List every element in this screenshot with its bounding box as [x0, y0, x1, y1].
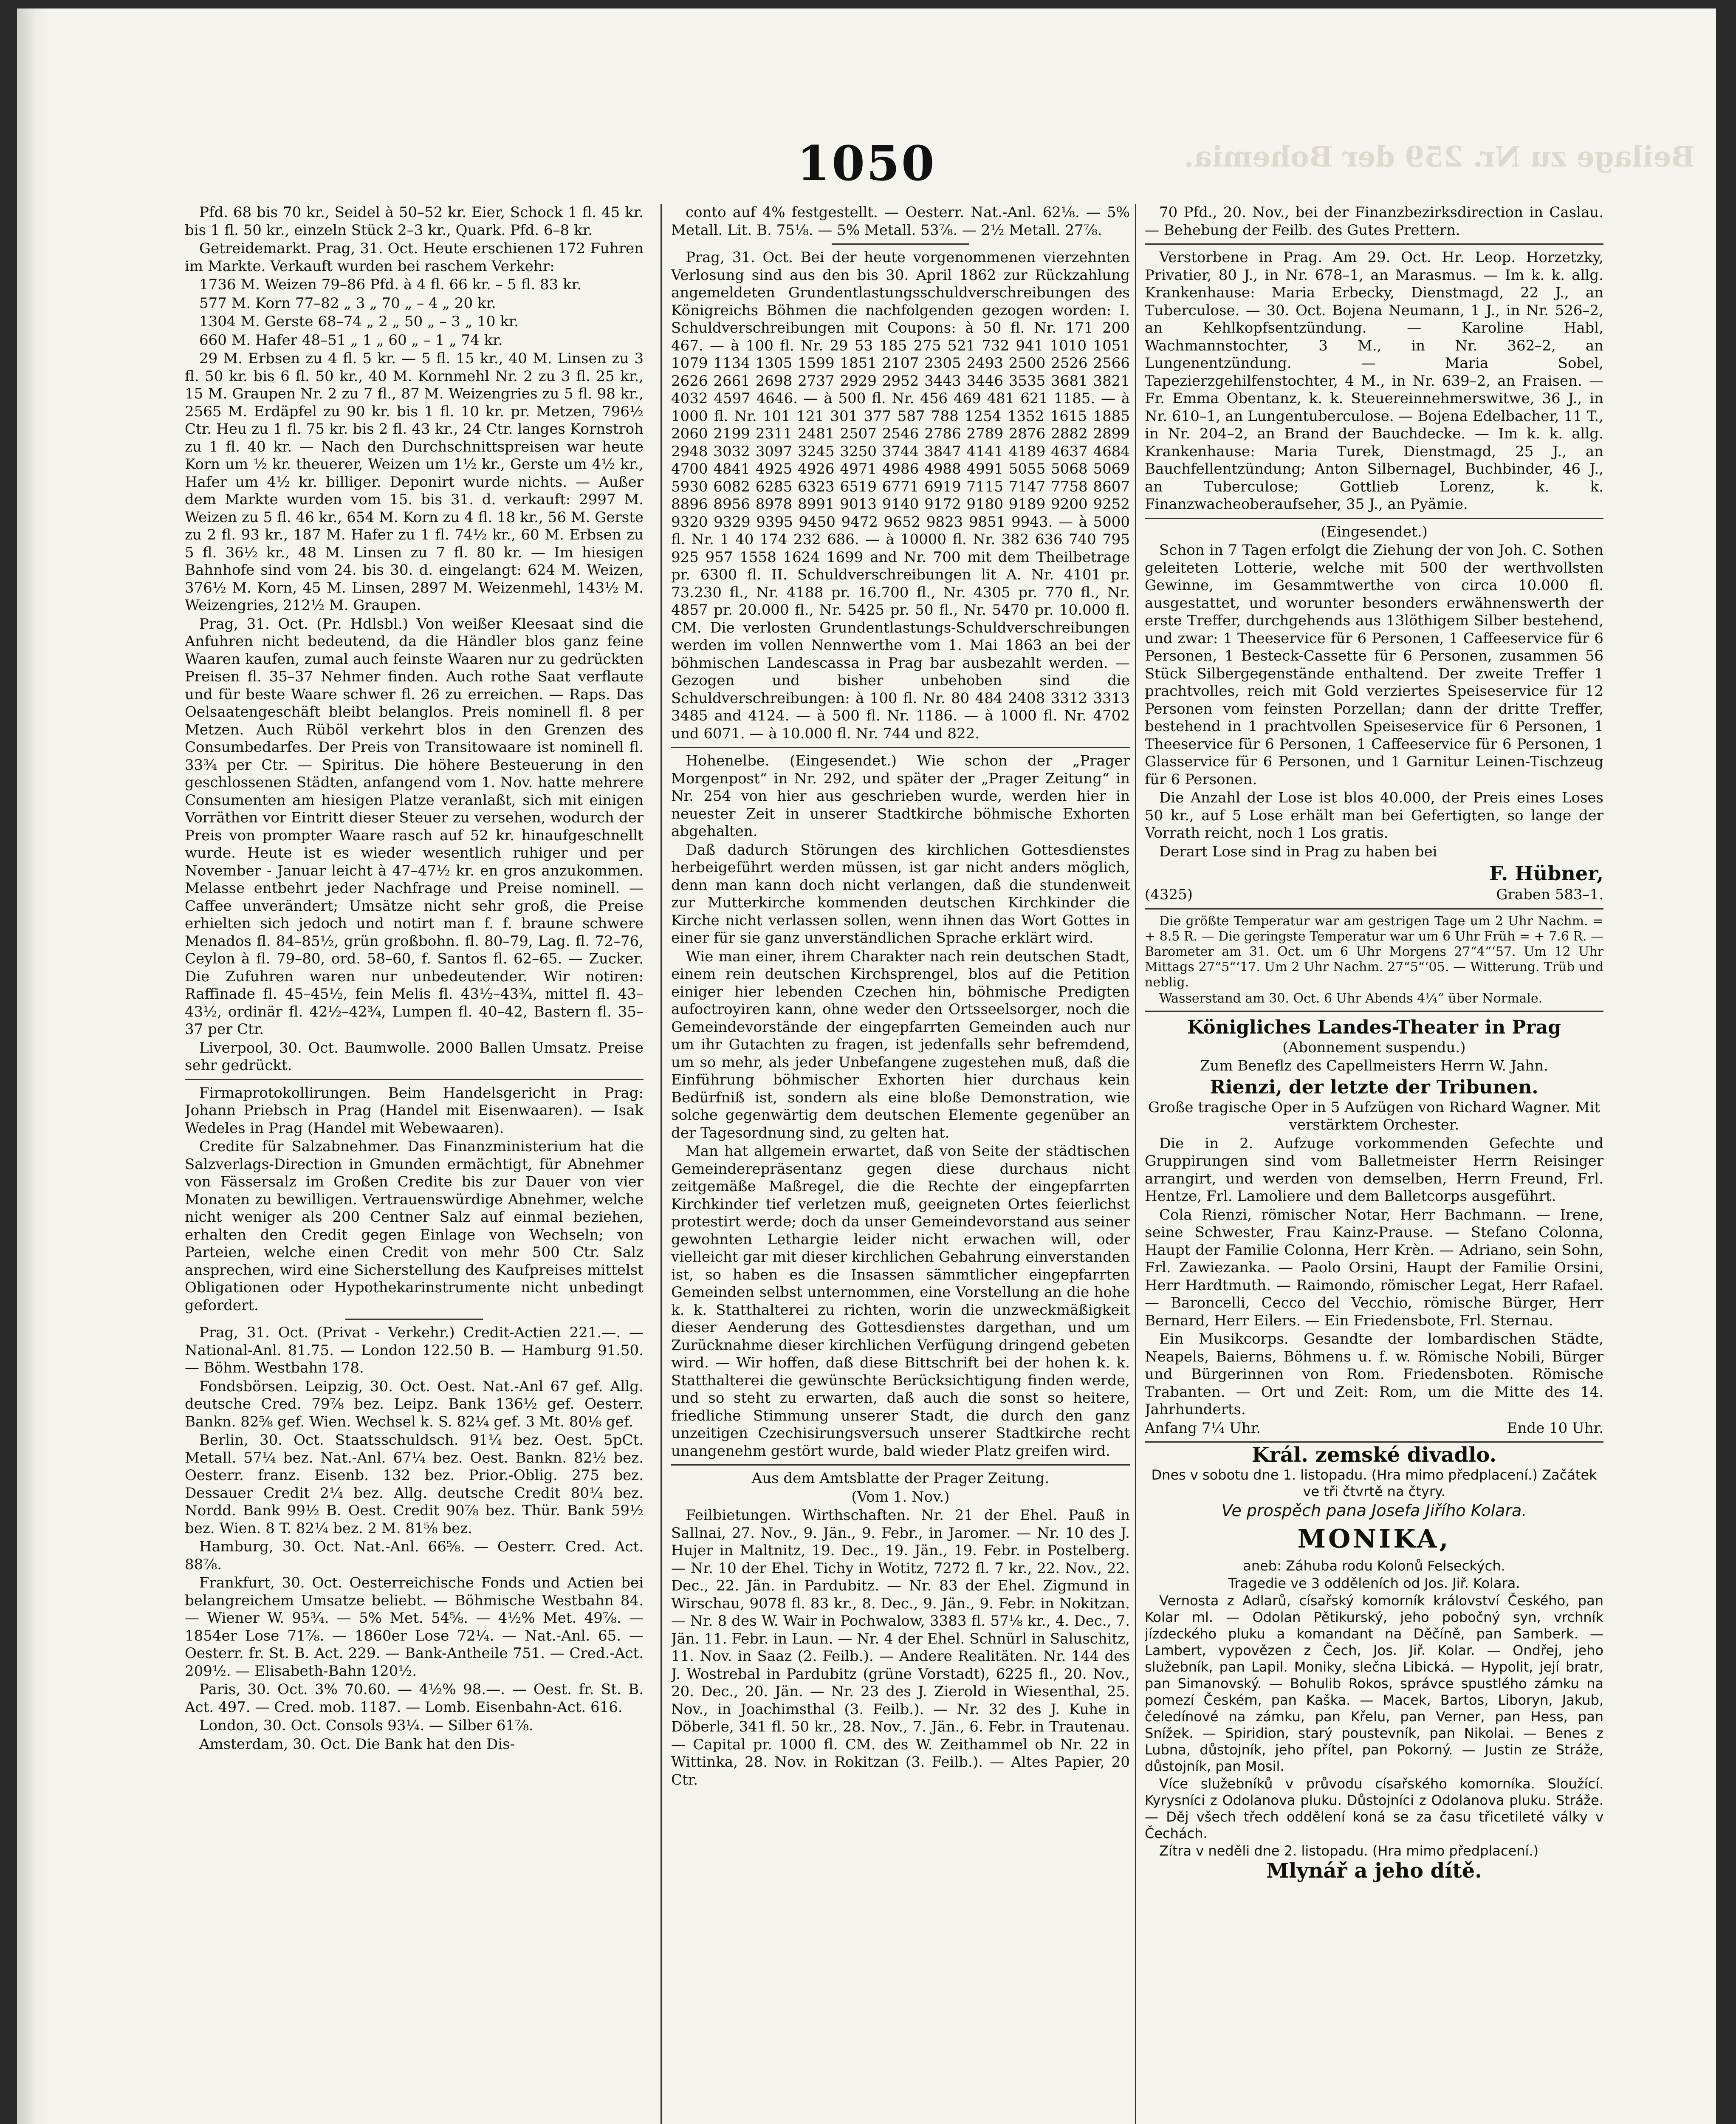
paragraph: Daß dadurch Störungen des kirchlichen Gottesdienstes herbeigeführt werden müssen, ist gar nicht anders möglich, denn man kann doch nicht verlangen, daß die stundenweit zur Mutterkirche kommenden deutschen Kirchkinder die Kirche nicht verlassen sollen, wenn ihnen das Wort Gottes in einer für sie ganz unverständlichen Sprache erklärt wird. — [671, 841, 1130, 946]
paragraph: Schon in 7 Tagen erfolgt die Ziehung der von Joh. C. Sothen geleiteten Lotterie, welche mit 500 der werthvollsten Gewinne, im Gesammtwerthe von circa 10.000 fl. ausgestattet, und worunter besonders erwähnenswerth der erste Treffer, durchgehends aus 13löthigem Silber bestehend, und zwar: 1 Theeservice für 6 Personen, 1 Caffeeservice für 6 Personen, 1 Besteck-Cassette für 6 Personen, zusammen 56 Stück Silbergegenstände enthaltend. Der zweite Treffer 1 prachtvolles, reich mit Gold verziertes Speiseservice für 12 Personen vom feinsten Porzellan; dann der dritte Treffer, bestehend in 1 prachtvollen Speiseservice für 6 Personen, 1 Theeservice für 6 Personen, 1 Caffeeservice für 6 Personen, 1 Glasservice für 6 Personen, und 1 Garnitur Leinen-Tischzeug für 6 Personen. — [1145, 542, 1603, 788]
paragraph: Die Anzahl der Lose ist blos 40.000, der Preis eines Loses 50 kr., auf 5 Lose erhält man bei Gefertigten, so lange der Vorrath reicht, noch 1 Los gratis. — [1145, 789, 1603, 842]
czech-headline: Mlynář a jeho dítě. — [1266, 1859, 1482, 1883]
centered-line: Große tragische Oper in 5 Aufzügen von Richard Wagner. Mit verstärktem Orchester. — [1148, 1099, 1601, 1133]
centered-line: (Eingesendet.) — [1321, 523, 1428, 540]
paragraph: Amsterdam, 30. Oct. Die Bank hat den Dis- — [199, 1735, 515, 1753]
paragraph: Cola Rienzi, römischer Notar, Herr Bachmann. — Irene, seine Schwester, Frau Kainz-Prause. — Stefano Colonna, Haupt der Familie Colonna, Herr Krèn. — Adriano, sein Sohn, Frl. Zawiezanka. — Paolo Orsini, Haupt der Familie Orsini, Herr Hardtmuth. — Raimondo, römischer Legat, Herr Rafael. — Baroncelli, Cecco del Vecchio, römische Bürger, Herr Bernard, Herr Eilers. — Ein Friedensbote, Frl. Sternau. — [1145, 1206, 1603, 1329]
short-rule — [345, 1319, 483, 1320]
page-number: 1050 — [797, 136, 936, 192]
line-left: (4325) — [1145, 886, 1193, 903]
paragraph: Berlin, 30. Oct. Staatsschuldsch. 91¼ bez. Oest. 5pCt. Metall. 57¼ bez. Nat.-Anl. 67¼ bez. Oest. Bankn. 82½ bez. Oesterr. franz. Eisenb. 132 bez. Prior.-Oblig. 275 bez. Dessauer Credit 2¼ bez. Allg. deutsche Credit 80¼ bez. Nordd. Bank 99½ B. Oest. Credit 90⅞ bez. Thür. Bank 59½ bez. Wien. 8 T. 82¼ bez. 2 M. 81⅝ bez. — [185, 1432, 644, 1537]
czech-headline: Král. zemské divadlo. — [1251, 1443, 1497, 1467]
two-part-line — [1145, 1420, 1603, 1438]
paragraph: Wie man einer, ihrem Charakter nach rein deutschen Stadt, einem rein deutschen Kirchsprengel, blos auf die Petition einiger hier lebenden Czechen hin, böhmische Predigten aufoctroyiren kann, ohne weder den Ortsseelsorger, noch die Gemeindevorstände der eingepfarrten Gemeinden auch nur um ihr Gutachten zu fragen, ist jedenfalls sehr befremdend, um so mehr, als jeder Unbefangene zugestehen muß, daß die Einführung böhmischer Exhorten hier durchaus kein Bedürfniß ist, sondern als eine bloße Demonstration, wie solche gegenwärtig dem deutschen Elemente gegenüber an der Tagesordnung sind, zu gelten hat. — [671, 948, 1130, 1141]
paragraph: Hohenelbe. (Eingesendet.) Wie schon der „Prager Morgenpost“ in Nr. 292, und später der „Prager Zeitung“ in Nr. 254 von hier aus geschrieben wurde, werden hier in neuester Zeit in unserer Stadtkirche böhmische Exhorten abgehalten. — [671, 752, 1130, 840]
line-right: Ende 10 Uhr. — [1507, 1419, 1603, 1437]
czech-benefit-line: Ve prospěch pana Josefa Jiřího Kolara. — [1221, 1501, 1527, 1520]
paragraph: Man hat allgemein erwartet, daß von Seite der städtischen Gemeinderepräsentanz gegen diese durchaus nicht zeitgemäße Maßregel, die die Rechte der eingepfarrten Kirchkinder tief verletzen muß, geeigneten Ortes feierlichst protestirt werde; doch da unser Gemeindevorstand aus seiner gewohnten Lethargie leider nicht erwachen will, oder vielleicht gar mit dieser kirchlichen Gebahrung einverstanden ist, so haben es die Insassen sämmtlicher eingepfarrten Gemeinden selbst unternommen, eine Vorstellung an die hohe k. k. Statthalterei zu richten, worin die unzweckmäßigkeit dieser Aenderung des Gottesdienstes dargethan, und um Zurücknahme dieser kirchlichen Verfügung dringend gebeten wird. — Wir hoffen, daß diese Bittschrift bei der hohen k. k. Statthalterei die gewünschte Berücksichtigung finden werde, und so steht zu erwarten, daß auch die sonst so heitere, friedliche Stimmung unserer Stadt, die durch den ganz unzeitigen Czechisirungsversuch unserer Stadtkirche recht unangenehm gestört wurde, bald wieder Platz greifen wird. — [671, 1143, 1130, 1460]
paragraph: Hamburg, 30. Oct. Nat.-Anl. 66⅝. — Oesterr. Cred. Act. 88⅞. — [185, 1538, 644, 1573]
horizontal-rule — [1145, 518, 1603, 519]
paragraph: 1736 M. Weizen 79–86 Pfd. à 4 fl. 66 kr. – 5 fl. 83 kr. — [199, 276, 582, 293]
column-rule-1 — [661, 204, 662, 2124]
paragraph: Ein Musikcorps. Gesandte der lombardischen Städte, Neapels, Baierns, Böhmens u. f. w. Römische Nobili, Bürger und Bürgerinnen von Rom. Friedensboten. Römische Trabanten. — Ort und Zeit: Rom, um die Mitte des 14. Jahrhunderts. — [1145, 1330, 1603, 1418]
paragraph: Firmaprotokollirungen. Beim Handelsgericht in Prag: Johann Priebsch in Prag (Handel mit Eisenwaaren). — Isak Wedeles in Prag (Handel mit Webewaaren). — [185, 1084, 644, 1137]
short-rule — [832, 243, 969, 245]
paragraph: 577 M. Korn 77–82 „ 3 „ 70 „ – 4 „ 20 kr. — [199, 294, 496, 312]
headline: Königliches Landes-Theater in Prag — [1187, 1016, 1561, 1038]
paragraph: Fondsbörsen. Leipzig, 30. Oct. Oest. Nat.-Anl 67 gef. Allg. deutsche Cred. 79⅞ bez. Leipz. Bank 136½ gef. Oesterr. Bankn. 82⅝ gef. Wien. Wechsel k. S. 82¼ gef. 3 Mt. 80⅛ gef. — [185, 1378, 644, 1430]
paragraph: Die in 2. Aufzuge vorkommenden Gefechte und Gruppirungen sind vom Balletmeister Herrn Reisinger arrangirt, und werden von demselben, Herrn Freund, Frl. Hentze, Frl. Lamoliere und dem Balletcorps ausgeführt. — [1145, 1135, 1603, 1205]
paragraph: Liverpool, 30. Oct. Baumwolle. 2000 Ballen Umsatz. Preise sehr gedrückt. — [185, 1039, 644, 1074]
czech-centered-line: Tragedie ve 3 odděleních od Jos. Jiř. Kolara. — [1228, 1575, 1520, 1591]
horizontal-rule — [1145, 908, 1603, 909]
signature-name: F. Hübner, — [1489, 862, 1603, 885]
bleed-through-header: Beilage zu Nr. 259 der Bohemia. — [1184, 140, 1695, 173]
paragraph: Paris, 30. Oct. 3% 70.60. — 4½% 98.—. — Oest. fr. St. B. Act. 497. — Cred. mob. 1187. — Lomb. Eisenbahn-Act. 616. — [185, 1681, 644, 1716]
paragraph: conto auf 4% festgestellt. — Oesterr. Nat.-Anl. 62⅛. — 5% Metall. Lit. B. 75⅛. — 5% Metall. 53⅞. — 2½ Metall. 27⅞. — [671, 204, 1130, 239]
weather-report: Wasserstand am 30. Oct. 6 Uhr Abends 4¼“ über Normale. — [1159, 991, 1543, 1006]
paragraph: Frankfurt, 30. Oct. Oesterreichische Fonds und Actien bei belangreichem Umsatze beliebt. — Böhmische Westbahn 84. — Wiener W. 95¾. — 5% Met. 54⅝. — 4½% Met. 49⅞. — 1854er Lose 71⅞. — 1860er Lose 72¼. — Nat.-Anl. 65. — Oesterr. fr. St. B. Act. 229. — Bank-Antheile 751. — Cred.-Act. 209½. — Elisabeth-Bahn 120½. — [185, 1574, 644, 1680]
paragraph: Credite für Salzabnehmer. Das Finanzministerium hat die Salzverlags-Direction in Gmunden ermächtigt, für Abnehmer von Fässersalz im Großen Credite bis zur Dauer von vier Monaten zu bewilligen. Vertrauenswürdige Abnehmer, welche nicht weniger als 200 Centner Salz auf einmal beziehen, erhalten den Credit gegen Einlage von Wechseln; von Parteien, welche einen Credit von mehr 500 Ctr. Salz ansprechen, wird eine Sicherstellung des Kaufpreises mittelst Obligationen oder Hypothekarinstrumente nicht unbedingt gefordert. — [185, 1138, 644, 1314]
centered-line: (Vom 1. Nov.) — [851, 1488, 950, 1505]
czech-paragraph: Více služebníků v průvodu císařského komorníka. Sloužící. Kyrysníci z Odolanova pluku. Důstojníci z Odolanova pluku. Stráže. — Děj všech třech oddělení koná se za času třicetileté války v Čechách. — [1145, 1776, 1603, 1842]
centered-line: Aus dem Amtsblatte der Prager Zeitung. — [751, 1470, 1050, 1487]
paragraph: Derart Lose sind in Prag zu haben bei — [1159, 843, 1437, 860]
column-2 — [671, 204, 1130, 2124]
horizontal-rule — [1145, 1011, 1603, 1012]
centered-line: (Abonnement suspendu.) — [1282, 1039, 1466, 1056]
weather-report: Die größte Temperatur war am gestrigen Tage um 2 Uhr Nachm. = + 8.5 R. — Die geringste Temperatur war um 6 Uhr Früh = + 7.6 R. — Barometer am 31. Oct. um 6 Uhr Morgens 27“4“‘57. Um 12 Uhr Mittags 27“5“‘17. Um 2 Uhr Nachm. 27“5“‘05. — Witterung. Trüb und neblig. — [1145, 913, 1603, 990]
paragraph: 29 M. Erbsen zu 4 fl. 5 kr. — 5 fl. 15 kr., 40 M. Linsen zu 3 fl. 50 kr. bis 6 fl. 50 kr., 40 M. Kornmehl Nr. 2 zu 3 fl. 25 kr., 15 M. Graupen Nr. 2 zu 7 fl., 87 M. Weizengries zu 5 fl. 98 kr., 2565 M. Erdäpfel zu 90 kr. bis 1 fl. 10 kr. pr. Metzen, 796½ Ctr. Heu zu 1 fl. 75 kr. bis 2 fl. 43 kr., 24 Ctr. langes Kornstroh zu 1 fl. 40 kr. — Nach den Durchschnittspreisen war heute Korn um ½ kr. theuerer, Weizen um 1½ kr., Gerste um 4½ kr., Hafer um 4½ kr. billiger. Deponirt wurde nichts. — Außer dem Markte wurden vom 15. bis 31. d. verkauft: 2997 M. Weizen zu 5 fl. 46 kr., 654 M. Korn zu 4 fl. 18 kr., 56 M. Gerste zu 2 fl. 93 kr., 187 M. Hafer zu 1 fl. 74½ kr., 60 M. Erbsen zu 5 fl. 36½ kr., 48 M. Linsen zu 7 fl. 80 kr. — Im hiesigen Bahnhofe sind vom 24. bis 30. d. eingelangt: 624 M. Weizen, 376½ M. Korn, 45 M. Linsen, 2897 M. Weizenmehl, 143½ M. Weizengries, 212½ M. Graupen. — [185, 350, 644, 614]
czech-centered-line: Dnes v sobotu dne 1. listopadu. (Hra mimo předplacení.) Začátek ve tři čtvrtě na čtyry. — [1151, 1467, 1597, 1500]
column-3 — [1145, 204, 1603, 2124]
centered-line: Zum Beneflz des Capellmeisters Herrn W. Jahn. — [1200, 1057, 1549, 1074]
two-part-line — [1145, 886, 1603, 904]
line-right: Graben 583–1. — [1496, 886, 1603, 903]
paragraph: 1304 M. Gerste 68–74 „ 2 „ 50 „ – 3 „ 10 kr. — [199, 313, 519, 330]
paragraph: Pfd. 68 bis 70 kr., Seidel à 50–52 kr. Eier, Schock 1 fl. 45 kr. bis 1 fl. 50 kr., einzeln Stück 2–3 kr., Quark. Pfd. 6–8 kr. — [185, 204, 644, 239]
paragraph: Prag, 31. Oct. (Privat - Verkehr.) Credit-Actien 221.—. — National-Anl. 81.75. — London 122.50 B. — Hamburg 91.50. — Böhm. Westbahn 178. — [185, 1324, 644, 1376]
paragraph: 660 M. Hafer 48–51 „ 1 „ 60 „ – 1 „ 74 kr. — [199, 331, 503, 349]
horizontal-rule — [671, 747, 1130, 748]
line-left: Anfang 7¼ Uhr. — [1145, 1419, 1261, 1437]
paragraph: Prag, 31. Oct. (Pr. Hdlsbl.) Von weißer Kleesaat sind die Anfuhren nicht bedeutend, da die Händler blos ganz feine Waaren kaufen, zumal auch feinste Waaren nur zu gedrückten Preisen fl. 35–37 Nehmer finden. Auch rothe Saat verflaute und für beste Waare schwer fl. 26 zu erreichen. — Raps. Das Oelsaatengeschäft bleibt belanglos. Preis nominell fl. 8 per Metzen. Auch Rüböl verkehrt blos in den Grenzen des Consumbedarfes. Der Preis von Transitowaare ist nominell fl. 33¾ per Ctr. — Spiritus. Die höhere Besteuerung in den geschlossenen Städten, anfangend vom 1. Nov. hatte mehrere Consumenten am hiesigen Platze veranlaßt, sich mit einigen Vorräthen vor Eintritt dieser Steuer zu versehen, wodurch der Preis von prompter Waare rasch auf 52 kr. hinaufgeschnellt wurde. Heute ist es wieder wesentlich ruhiger und per November - Januar leicht à 47–47½ kr. en gros anzukommen. Melasse entbehrt jeder Nachfrage und Preise nominell. — Caffee unverändert; Umsätze nicht sehr groß, die Preise erhielten sich jedoch und notirt man f. f. braune schwere Menados fl. 84–85½, grün großbohn. fl. 80–79, Lag. fl. 72–76, Ceylon à fl. 79–80, ord. 58–60, f. Santos fl. 62–65. — Zucker. Die Zufuhren waren nur unbedeutender. Wir notiren: Raffinade fl. 45–45½, fein Melis fl. 43½–43¾, mittel fl. 43–43½, ordinär fl. 42½–42¾, Lumpen fl. 40–42, Bastern fl. 35–37 per Ctr. — [185, 615, 644, 1038]
paragraph: Verstorbene in Prag. Am 29. Oct. Hr. Leop. Horzetzky, Privatier, 80 J., in Nr. 678–1, an Marasmus. — Im k. k. allg. Krankenhause: Maria Erbecky, Dienstmagd, 22 J., an Tuberculose. — 30. Oct. Bojena Neumann, 1 J., in Nr. 526–2, an Kehlkopfsentzündung. — Karoline Habl, Wachmannstochter, 3 M., in Nr. 362–2, an Lungenentzündung. — Maria Sobel, Tapezierzgehilfenstochter, 4 M., in Nr. 639–2, an Fraisen. — Fr. Emma Obentanz, k. k. Steuereinnehmerswitwe, 36 J., in Nr. 610–1, an Lungentuberculose. — Bojena Edelbacher, 11 T., in Nr. 204–2, an Brand der Bauchdecke. — Im k. k. allg. Krankenhause: Maria Turek, Dienstmagd, 25 J., an Bauchfellentzündung; Anton Silbernagel, Buchbinder, 46 J., an Tuberculose; Gottlieb Lorenz, k. k. Finanzwacheoberaufseher, 35 J., an Pyämie. — [1145, 249, 1603, 513]
paragraph: 70 Pfd., 20. Nov., bei der Finanzbezirksdirection in Caslau. — Behebung der Feilb. des Gutes Prettern. — [1145, 204, 1603, 239]
horizontal-rule — [185, 1079, 644, 1080]
paragraph: Feilbietungen. Wirthschaften. Nr. 21 der Ehel. Pauß in Sallnai, 27. Nov., 9. Jän., 9. Febr., in Jaromer. — Nr. 10 des J. Hujer in Maltnitz, 19. Dec., 19. Jän., 19. Febr. in Postelberg. — Nr. 10 der Ehel. Tichy in Wotitz, 7272 fl. 7 kr., 22. Nov., 22. Dec., 22. Jän. in Pardubitz. — Nr. 83 der Ehel. Zigmund in Wirschau, 9078 fl. 83 kr., 8. Dec., 9. Jän., 9. Febr. in Nokitzan. — Nr. 8 des W. Wair in Pochwalow, 3383 fl. 57⅛ kr., 4. Dec., 7. Jän. 11. Febr. in Laun. — Nr. 4 der Ehel. Schnürl in Saluschitz, 11. Nov. in Saaz (2. Feilb.). — Andere Realitäten. Nr. 144 des J. Wostrebal in Pardubitz (grüne Vorstadt), 6225 fl., 20. Nov., 20. Dec., 20. Jän. — Nr. 23 des J. Zierold in Wiesenthal, 25. Nov., in Joachimsthal (3. Feilb.). — Nr. 32 des J. Kuhe in Döberle, 341 fl. 50 kr., 28. Nov., 7. Jän., 6. Febr. in Trautenau. — Capital pr. 1000 fl. CM. des W. Zeithammel ob Nr. 22 in Wittinka, 28. Nov. in Rokitzan (3. Feilb.). — Altes Papier, 20 Ctr. — [671, 1507, 1130, 1788]
paragraph: Getreidemarkt. Prag, 31. Oct. Heute erschienen 172 Fuhren im Markte. Verkauft wurden bei raschem Verkehr: — [185, 240, 644, 275]
column-1 — [185, 204, 644, 2124]
paragraph: Prag, 31. Oct. Bei der heute vorgenommenen vierzehnten Verlosung sind aus den bis 30. April 1862 zur Rückzahlung angemeldeten Grundentlastungsschuldverschreibungen des Königreichs Böhmen die nachfolgenden gezogen worden: I. Schuldverschreibungen mit Coupons: à 50 fl. Nr. 171 200 467. — à 100 fl. Nr. 29 53 185 275 521 732 941 1010 1051 1079 1134 1305 1599 1851 2107 2305 2493 2500 2526 2566 2626 2661 2698 2737 2929 2952 3443 3446 3535 3681 3821 4032 4597 4646. — à 500 fl. Nr. 456 469 481 621 1185. — à 1000 fl. Nr. 101 121 301 377 587 788 1254 1352 1615 1885 2060 2199 2311 2481 2507 2546 2786 2789 2876 2882 2899 2948 3032 3097 3245 3250 3744 3847 4141 4189 4637 4684 4700 4841 4925 4926 4971 4986 4988 4991 5055 5068 5069 5930 6082 6285 6323 6519 6771 6919 7115 7147 7758 8607 8896 8956 8978 8991 9013 9140 9172 9180 9189 9200 9252 9320 9329 9395 9450 9472 9652 9823 9851 9943. — à 5000 fl. Nr. 1 40 174 232 686. — à 10000 fl. Nr. 382 636 740 795 925 957 1558 1624 1699 and Nr. 700 mit dem Theilbetrage pr. 6300 fl. II. Schuldverschreibungen lit A. Nr. 4101 pr. 73.230 fl., Nr. 4188 pr. 16.700 fl., Nr. 4305 pr. 770 fl., Nr. 4857 pr. 20.000 fl., Nr. 5425 pr. 50 fl., Nr. 5470 pr. 10.000 fl. CM. Die verlosten Grundentlastungs-Schuldverschreibungen werden im vollen Nennwerthe vom 1. Mai 1863 an bei der böhmischen Landescassa in Prag bar ausbezahlt werden. — Gezogen und bisher unbehoben sind die Schuldverschreibungen: à 100 fl. Nr. 80 484 2408 3312 3313 3485 and 4124. — à 500 fl. Nr. 1186. — à 1000 fl. Nr. 4702 und 6071. — à 10.000 fl. Nr. 744 und 822. — [671, 249, 1130, 742]
column-rule-2 — [1135, 204, 1136, 2124]
newspaper-page — [17, 8, 1716, 2124]
czech-title: MONIKA, — [1297, 1524, 1451, 1554]
paragraph: London, 30. Oct. Consols 93¼. — Silber 61⅞. — [199, 1717, 534, 1734]
horizontal-rule — [671, 1464, 1130, 1466]
czech-paragraph: Zítra v neděli dne 2. listopadu. (Hra mimo předplacení.) — [1159, 1843, 1539, 1859]
horizontal-rule — [1145, 243, 1603, 245]
headline: Rienzi, der letzte der Tribunen. — [1210, 1076, 1538, 1098]
czech-paragraph: Vernosta z Adlarů, císařský komorník království Českého, pan Kolar ml. — Odolan Pětikurský, jeho pobočný syn, vrchník jízdeckého pluku a komandant na Děčíně, pan Samberk. — Lambert, vypovězen z Čech, Jos. Jiř. Kolar. — Ondřej, jeho služebník, pan Lapil. Moniky, slečna Libická. — Hypolit, její bratr, pan Simanovský. — Bohulib Rokos, správce spustlého zámku na pomezí Českém, pan Kaška. — Macek, Bartos, Liboryn, Jakub, čeledínové na zámku, pan Křelu, pan Verner, pan Hess, pan Snížek. — Spiridion, starý poustevník, pan Nikolai. — Benes z Lubna, důstojník, jeho přítel, pan Pokorný. — Justin ze Stráže, důstojník, pan Mosil. — [1145, 1593, 1603, 1774]
czech-centered-line: aneb: Záhuba rodu Kolonů Felseckých. — [1243, 1558, 1505, 1574]
horizontal-rule — [1145, 1441, 1603, 1443]
page-binding-shadow — [17, 8, 51, 2124]
